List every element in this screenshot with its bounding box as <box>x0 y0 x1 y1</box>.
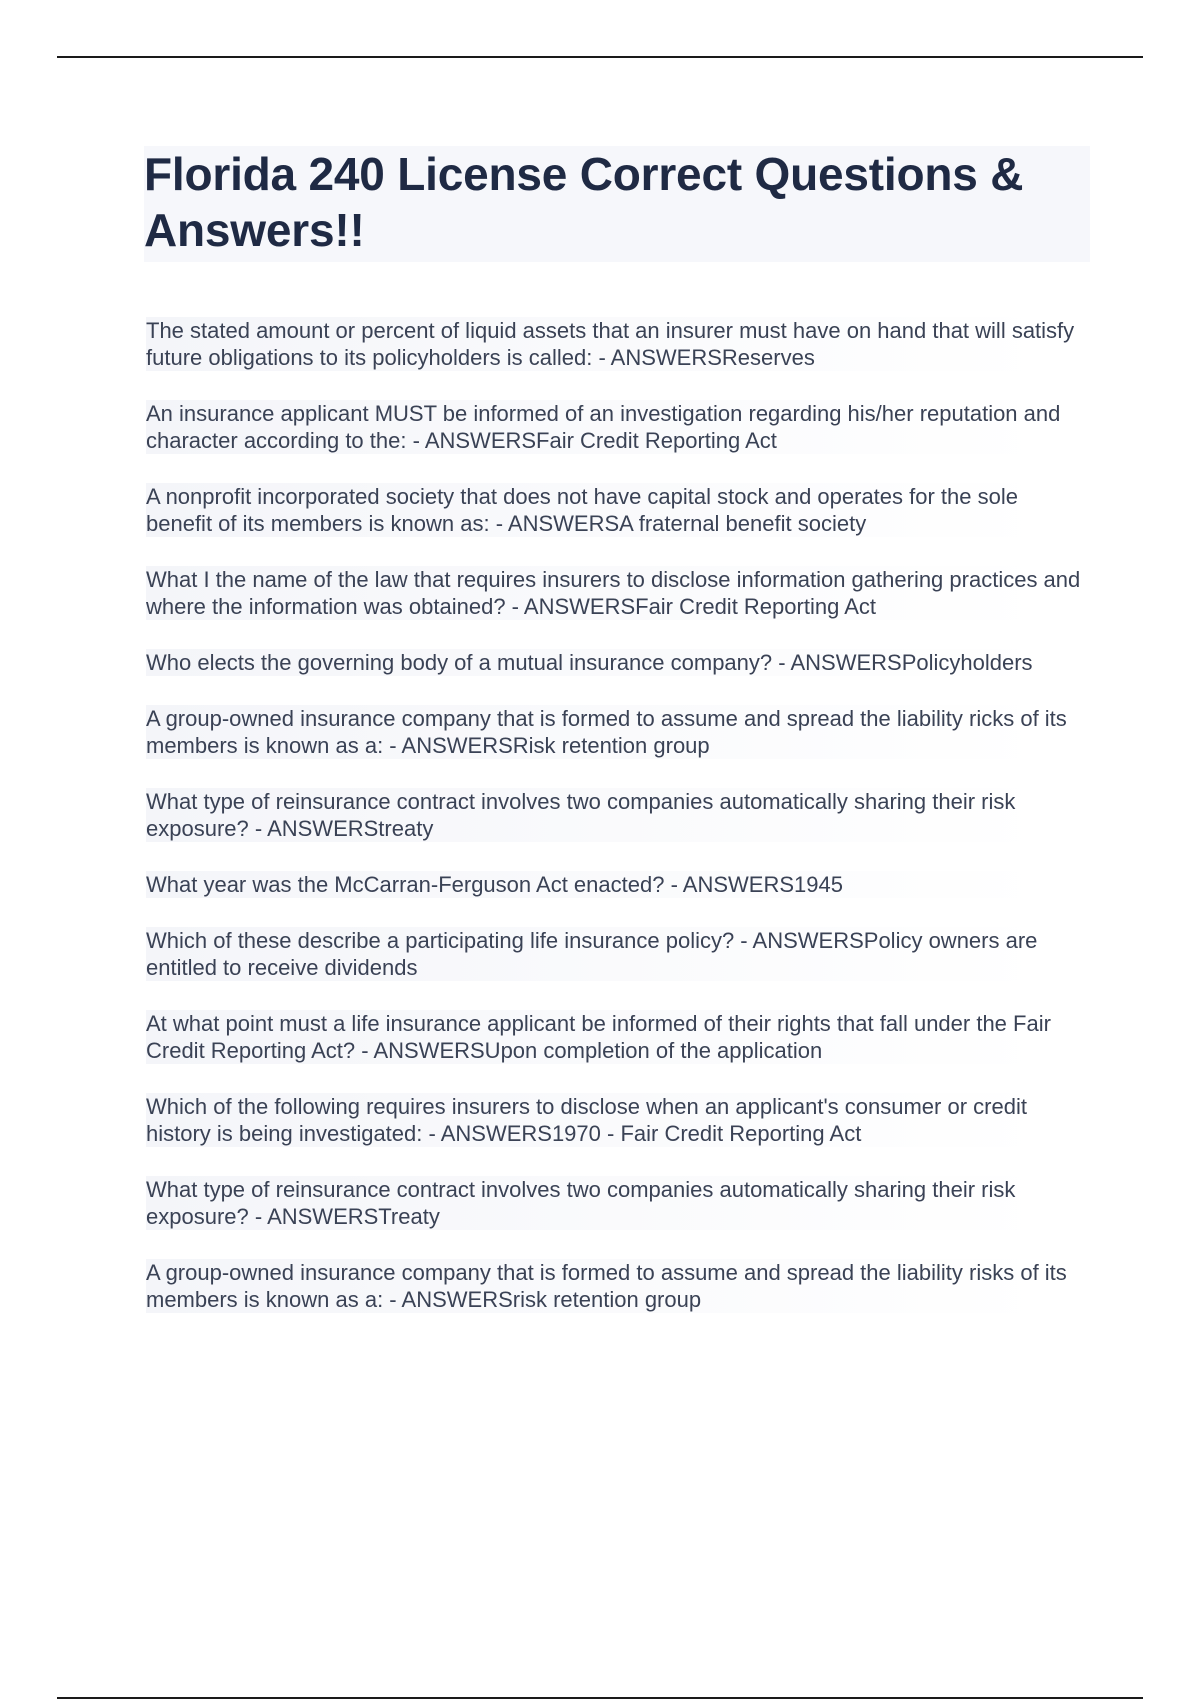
title-block <box>144 146 1090 262</box>
qa-item: Which of the following requires insurers to disclose when an applicant's consumer or credit history is being investigated: - ANSWERS1970 - Fair Credit Reporting Act <box>146 1093 1090 1147</box>
qa-item: Which of these describe a participating life insurance policy? - ANSWERSPolicy owners are entitled to receive dividends <box>146 927 1090 981</box>
qa-item: What year was the McCarran-Ferguson Act enacted? - ANSWERS1945 <box>146 871 1090 898</box>
qa-item: What type of reinsurance contract involves two companies automatically sharing their risk exposure? - ANSWERStreaty <box>146 788 1090 842</box>
qa-item: A nonprofit incorporated society that does not have capital stock and operates for the sole benefit of its members is known as: - ANSWERSA fraternal benefit society <box>146 483 1090 537</box>
qa-item: A group-owned insurance company that is formed to assume and spread the liability ricks of its members is known as a: - ANSWERSRisk retention group <box>146 705 1090 759</box>
bottom-rule <box>57 1697 1143 1699</box>
top-rule <box>57 56 1143 58</box>
qa-list <box>146 317 1090 1313</box>
qa-item: An insurance applicant MUST be informed of an investigation regarding his/her reputation and character according to the: - ANSWERSFair Credit Reporting Act <box>146 400 1090 454</box>
qa-item: At what point must a life insurance applicant be informed of their rights that fall under the Fair Credit Reporting Act? - ANSWERSUpon completion of the application <box>146 1010 1090 1064</box>
qa-item: The stated amount or percent of liquid assets that an insurer must have on hand that will satisfy future obligations to its policyholders is called: - ANSWERSReserves <box>146 317 1090 371</box>
document-body <box>146 146 1090 1342</box>
qa-item: A group-owned insurance company that is formed to assume and spread the liability risks of its members is known as a: - ANSWERSrisk retention group <box>146 1259 1090 1313</box>
qa-item: What I the name of the law that requires insurers to disclose information gathering practices and where the information was obtained? - ANSWERSFair Credit Reporting Act <box>146 566 1090 620</box>
qa-item: Who elects the governing body of a mutual insurance company? - ANSWERSPolicyholders <box>146 649 1090 676</box>
page-title: Florida 240 License Correct Questions & Answers!! <box>144 148 1024 256</box>
qa-item: What type of reinsurance contract involves two companies automatically sharing their risk exposure? - ANSWERSTreaty <box>146 1176 1090 1230</box>
